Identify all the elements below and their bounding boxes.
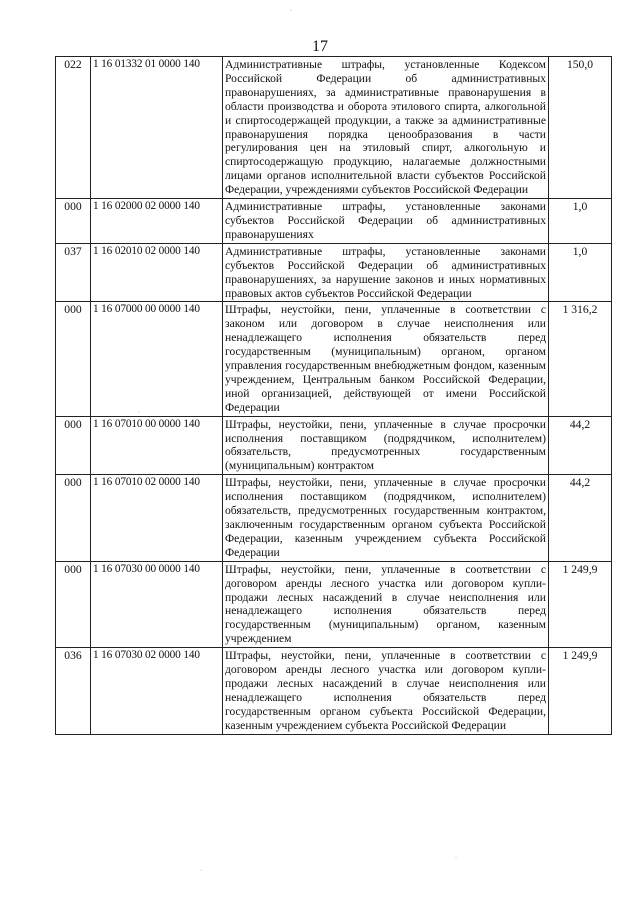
kbk-code-cell: 1 16 07030 02 0000 140	[91, 648, 223, 734]
table-row	[56, 648, 612, 734]
table-row	[56, 302, 612, 416]
amount-cell: 1 249,9	[549, 561, 612, 647]
table-row	[56, 199, 612, 244]
kbk-code-cell: 1 16 07000 00 0000 140	[91, 302, 223, 416]
table-row	[56, 57, 612, 199]
kbk-code-cell: 1 16 02010 02 0000 140	[91, 243, 223, 302]
budget-revenue-table	[55, 56, 612, 735]
table-row	[56, 561, 612, 647]
scan-speck: ·	[200, 868, 202, 874]
table-row	[56, 243, 612, 302]
kbk-code-cell: 1 16 02000 02 0000 140	[91, 199, 223, 244]
amount-cell: 1,0	[549, 243, 612, 302]
admin-code-cell: 000	[56, 475, 91, 561]
admin-code-cell: 000	[56, 302, 91, 416]
kbk-code-cell: 1 16 07010 00 0000 140	[91, 416, 223, 475]
description-cell: Штрафы, неустойки, пени, уплаченные в соответствии с договором аренды лесного участка или договором купли-продажи лесных насаждений в случае неисполнения или ненадлежащего исполнения обязательств перед государственным (муниципальным) органом, казенным учреждением	[223, 561, 549, 647]
admin-code-cell: 022	[56, 57, 91, 199]
scan-speck: ·	[455, 855, 457, 861]
scan-speck: ·	[290, 8, 292, 14]
description-cell: Административные штрафы, установленные законами субъектов Российской Федерации об административных правонарушениях	[223, 199, 549, 244]
description-cell: Административные штрафы, установленные законами субъектов Российской Федерации об административных правонарушениях, за нарушение законов и иных нормативных правовых актов субъектов Российской Федерации	[223, 243, 549, 302]
description-cell: Штрафы, неустойки, пени, уплаченные в соответствии с законом или договором в случае неисполнения или ненадлежащего исполнения обязательств перед государственным (муниципальным) органом, органом управления государственным внебюджетным фондом, казенным учреждением, Центральным банком Российской Федерации, иной организацией, действующей от имени Российской Федерации	[223, 302, 549, 416]
description-cell: Штрафы, неустойки, пени, уплаченные в случае просрочки исполнения поставщиком (подрядчиком, исполнителем) обязательств, предусмотренных государственным контрактом, заключенным государственным органом субъекта Российской Федерации, казенным учреждением субъекта Российской Федерации	[223, 475, 549, 561]
admin-code-cell: 037	[56, 243, 91, 302]
kbk-code-cell: 1 16 07010 02 0000 140	[91, 475, 223, 561]
kbk-code-cell: 1 16 07030 00 0000 140	[91, 561, 223, 647]
page-number: 17	[312, 38, 328, 55]
amount-cell: 44,2	[549, 416, 612, 475]
amount-cell: 1 249,9	[549, 648, 612, 734]
amount-cell: 150,0	[549, 57, 612, 199]
table-row	[56, 475, 612, 561]
amount-cell: 44,2	[549, 475, 612, 561]
admin-code-cell: 000	[56, 561, 91, 647]
amount-cell: 1 316,2	[549, 302, 612, 416]
admin-code-cell: 000	[56, 416, 91, 475]
scan-speck: ·	[138, 410, 140, 416]
description-cell: Штрафы, неустойки, пени, уплаченные в случае просрочки исполнения поставщиком (подрядчиком, исполнителем) обязательств, предусмотренных государственным (муниципальным) контрактом	[223, 416, 549, 475]
admin-code-cell: 036	[56, 648, 91, 734]
amount-cell: 1,0	[549, 199, 612, 244]
description-cell: Административные штрафы, установленные Кодексом Российской Федерации об административных правонарушениях, за административные правонарушения в области производства и оборота этилового спирта, алкогольной и спиртосодержащей продукции, а также за административные правонарушения порядка ценообразования в части регулирования цен на этиловый спирт, алкогольную и спиртосодержащую продукцию, налагаемые должностными лицами органов исполнительной власти субъектов Российской Федерации, учреждениями субъектов Российской Федерации	[223, 57, 549, 199]
table-body	[56, 57, 612, 735]
description-cell: Штрафы, неустойки, пени, уплаченные в соответствии с договором аренды лесного участка или договором купли-продажи лесных насаждений в случае неисполнения или ненадлежащего исполнения обязательств перед государственным органом субъекта Российской Федерации, казенным учреждением субъекта Российской Федерации	[223, 648, 549, 734]
admin-code-cell: 000	[56, 199, 91, 244]
kbk-code-cell: 1 16 01332 01 0000 140	[91, 57, 223, 199]
table-row	[56, 416, 612, 475]
